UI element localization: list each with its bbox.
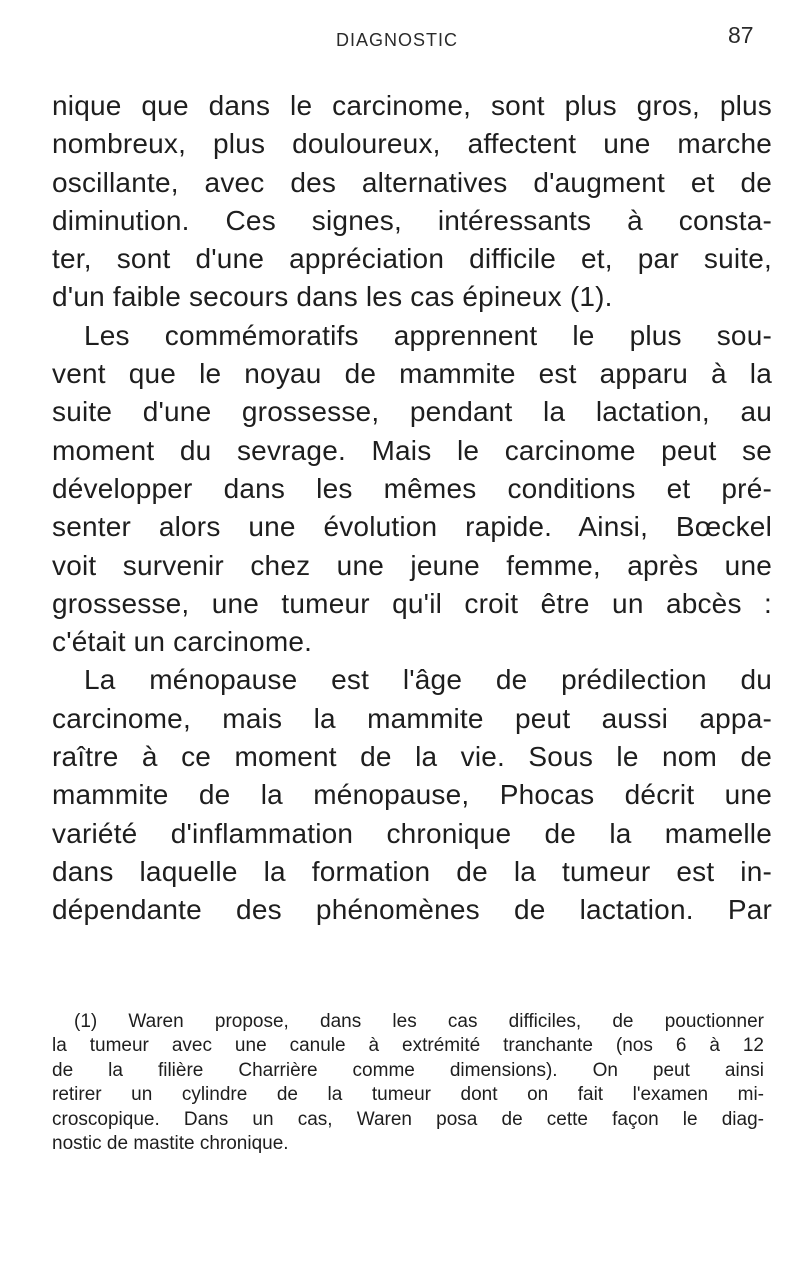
text-line: c'était un carcinome. <box>52 626 313 658</box>
footnote-line: la tumeur avec une canule à extrémité tranchante (nos 6 à 12 <box>52 1035 764 1057</box>
text-line: nique que dans le carcinome, sont plus gros, plus <box>52 90 772 121</box>
text-line: carcinome, mais la mammite peut aussi appa- <box>52 702 772 734</box>
text-line: variété d'inflammation chronique de la mamelle <box>52 817 772 849</box>
footnote-line: (1) Waren propose, dans les cas difficiles, de pouctionner <box>74 1011 764 1032</box>
text-line: moment du sevrage. Mais le carcinome peut se <box>52 434 772 466</box>
footnote-line: de la filière Charrière comme dimensions). On peut ainsi <box>52 1059 764 1081</box>
text-line: nombreux, plus douloureux, affectent une marche <box>52 128 772 160</box>
text-line: vent que le noyau de mammite est apparu à la <box>52 358 772 390</box>
text-line: ter, sont d'une appréciation difficile et, par suite, <box>52 243 772 275</box>
text-line: senter alors une évolution rapide. Ainsi, Bœckel <box>52 511 772 543</box>
text-line: voit survenir chez une jeune femme, après une <box>52 549 772 581</box>
text-line: raître à ce moment de la vie. Sous le nom de <box>52 741 772 773</box>
text-line: dans laquelle la formation de la tumeur est in- <box>52 855 772 887</box>
text-line: oscillante, avec des alternatives d'augment et de <box>52 166 772 198</box>
text-line: La ménopause est l'âge de prédilection du <box>84 664 772 696</box>
footnote-line: croscopique. Dans un cas, Waren posa de cette façon le diag- <box>52 1108 764 1130</box>
footnote-line: nostic de mastite chronique. <box>52 1132 289 1154</box>
text-line: dépendante des phénomènes de lactation. Par <box>52 894 772 926</box>
running-title: DIAGNOSTIC <box>336 30 459 50</box>
text-line: mammite de la ménopause, Phocas décrit une <box>52 779 772 811</box>
page-number: 87 <box>728 22 754 48</box>
text-line: développer dans les mêmes conditions et pré- <box>52 472 772 504</box>
text-line: d'un faible secours dans les cas épineux (1). <box>52 281 613 313</box>
text-line: Les commémoratifs apprennent le plus sou- <box>84 319 772 351</box>
text-line: suite d'une grossesse, pendant la lactation, au <box>52 396 772 428</box>
text-line: diminution. Ces signes, intéressants à consta- <box>52 204 772 236</box>
body-text <box>52 87 772 930</box>
footnote-line: retirer un cylindre de la tumeur dont on fait l'examen mi- <box>52 1084 764 1106</box>
footnotes <box>52 1010 764 1156</box>
text-line: grossesse, une tumeur qu'il croit être un abcès : <box>52 587 772 619</box>
